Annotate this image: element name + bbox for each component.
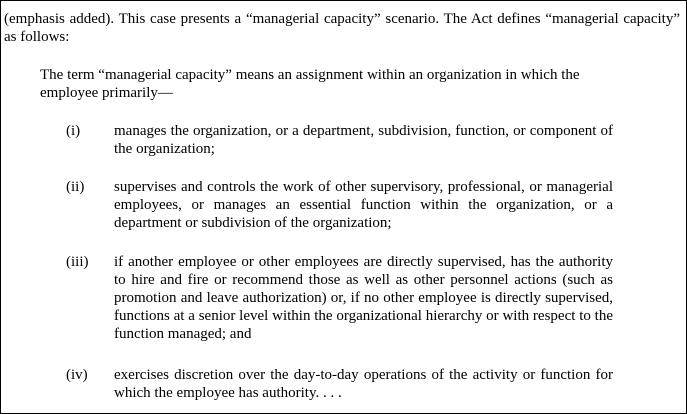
item-number: (iii) xyxy=(66,254,89,270)
item-number: (i) xyxy=(66,123,81,139)
item-number: (iv) xyxy=(66,367,88,383)
item-number: (ii) xyxy=(66,179,85,195)
item-text: if another employee or other employees are directly supervised, has the authority to hire and fire or recommend those as well as other personnel actions (such as promotion and leave authorization) or, if no other employee is directly supervised, functions at a senior level within the organizational hierarchy or with respect to the function managed; and xyxy=(114,254,613,342)
item-text: supervises and controls the work of other supervisory, professional, or managerial employees, or manages an essential function within the organization, or a department or subdivision of the organization; xyxy=(114,179,613,231)
intro-paragraph: (emphasis added). This case presents a “managerial capacity” scenario. The Act defines “managerial capacity” as follows: xyxy=(4,11,680,45)
item-text: manages the organization, or a department, subdivision, function, or component of the organization; xyxy=(114,123,613,157)
definition-lead: The term “managerial capacity” means an assignment within an organization in which the employee primarily— xyxy=(40,67,580,101)
item-text: exercises discretion over the day-to-day operations of the activity or function for which the employee has authority. . . . xyxy=(114,367,613,401)
